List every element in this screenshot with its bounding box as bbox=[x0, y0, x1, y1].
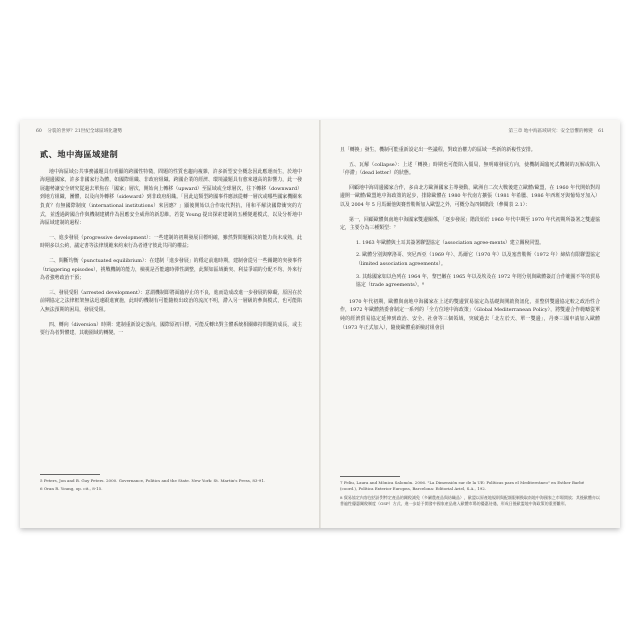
left-page-number: 60 bbox=[36, 129, 42, 134]
footnote: 8 貿易協定內容包括針對特定產品的關稅減免（多屬農產品與紡織品），歐盟以原產地規則與配額限制換取南地中海國家之市場開放；其後歐體亦以普遍性優惠關稅制度（GSP）方式，進一步給予開發中國家產品進入歐體市場的優惠待遇，形成日後歐盟地中海政策的重要雛形。 bbox=[340, 494, 600, 506]
footnote: 7 Feliu, Laura and Mònica Salomón. 2006. "La Dimensión sur de la UE: Políticas para el Mediterráneo" en Esther Barbé (coord.), Política Exterior Europea, Barcelona: Editorial Ariel, S.A., 192. bbox=[340, 480, 585, 492]
body-paragraph: 二、間斷均衡（punctuated equilibrium）：在建制「進步發展」的穩定前進時期，建制會從另一些關鍵的突發事件（triggering episodes），挑戰機制的能力，檢視是否能適時彈性調整，此類如區域衝突、利益爭端的分配不均、外來行為者強勢政治干預； bbox=[40, 257, 302, 282]
footnote-rule bbox=[40, 474, 100, 475]
left-page-body bbox=[40, 150, 302, 344]
body-paragraph: 五、瓦解（collapse）：上述「轉換」時期也可能陷入僵局，無明確發展方向，使機制面臨死式機制的瓦解或陷入「停滯」（dead letter）的狀態。 bbox=[340, 161, 600, 177]
footnote: 5 Peters, Jon and B. Guy Peters. 2000. Governance, Politics and the State. New York: St. Martin's Press, 83-91. bbox=[40, 478, 266, 483]
book-spread bbox=[20, 120, 620, 528]
footnote: 6 Oran R. Young, op. cit., 8-15. bbox=[40, 486, 103, 492]
right-running-title: 第三章 地中海區域研究：安全恐懼的轉變 bbox=[508, 129, 593, 134]
agreement-item: 3. 其餘國家如以色列在 1964 年，黎巴嫩在 1965 年以及埃及在 1972 年則分別與歐體簽訂合作範圍不等的貿易協定（trade agreements）。⁸ bbox=[356, 273, 600, 289]
body-paragraph: 第一，回顧歐體與南地中海國家雙邊關係，「逐步發展」階段始於 1960 年代中期至 1970 年代初期所簽署之雙邊協定，主要分為三種類型：⁷ bbox=[340, 216, 600, 232]
right-page bbox=[320, 120, 620, 528]
right-footnotes bbox=[340, 476, 600, 509]
body-paragraph: 三、發展受阻（arrested development）：意謂機制即將面臨停止的不良，進而造成改進一步發展的障礙，原因在於前期協定之法律框架無法迅速跟進實施，此時的機制有可能隨較出政治的流沉不明，滯入另一層級的參與模式，也可能陷入無法預期的困局，發展受阻。 bbox=[40, 289, 302, 313]
right-page-header bbox=[509, 128, 608, 134]
body-paragraph: 一、進步發展（progressive development）：一些建制的初期發展目標明確，雖然對問題解決的能力尚未成熟，此時期多以公約，議定書等法律規範來約束行為者遵守彼此共同的權益； bbox=[40, 234, 302, 250]
agreement-list bbox=[346, 239, 600, 290]
left-footnotes bbox=[40, 474, 302, 495]
left-running-title: 分裂的世界？21世紀全球區域化趨勢 bbox=[47, 129, 123, 134]
right-page-body bbox=[340, 146, 600, 338]
left-page bbox=[20, 120, 320, 528]
section-title: 貳、地中海區域建制 bbox=[40, 149, 119, 159]
body-paragraph: 回顧地中海周邊國家合作，多由北方歐洲國家主導發動，歐洲自二次大戰後建立歐體/歐盟，在 1960 年代開始對周邊開一歐體/歐盟地中海政策的起步，排除歐體在 1980 年代南方擴張（1981 年希臘、1986 年西班牙與葡萄牙加入）以及 2004 年 5 月馬爾他與賽普勒斯加入歐盟之外，可概分為四個階段（參閱表 2.1）： bbox=[340, 184, 600, 208]
body-paragraph: 且「轉換」發生，機制可能重新設定出一些議程，對政治權力的區域一些新的新複性安排。 bbox=[340, 147, 536, 153]
agreement-item: 1. 1963 年歐體與土耳其簽署聯盟協定（association agree-ments）建立關稅同盟。 bbox=[356, 239, 545, 246]
right-page-number: 61 bbox=[598, 129, 604, 134]
agreement-item: 2. 歐體分別與摩洛哥、突尼西亞（1969 年）、馬爾它（1970 年）以及塞普勒斯（1972 年）締結有限聯盟協定（limited association agreements）。 bbox=[356, 252, 600, 267]
body-paragraph: 四、轉向（diversion）時期：建制重新設定落向，國際原初目標，可能反轉出對主體系統相關維持問題的成長，或主要行為者對體建，其範圍域的轉變。一 bbox=[40, 321, 302, 337]
left-page-header bbox=[32, 128, 122, 134]
body-paragraph: 1970 年代初期，歐體與南地中海國家在上述的雙邊貿易協定為基礎與開啟資訊化，並整併雙邊協定較之政治性合作，1972 年歐體熱委會制定一系列的「全方位地中海政策」（Global Mediterranean Policy），將雙邊合作範疇從單純的經濟貿易協定延伸到政治、安全、社會等三個領域，突破過去「北左於天、單一雙邊」，丹麥三國申請加入歐體（1973 年正式加入），隨使歐體重新檢討組會員 bbox=[340, 298, 600, 331]
body-paragraph: 地中海區域公共事務議題具有明顯的跨國性特徵，問題的性質也趨向複雜，許多新型安全概念因此應運而生，於地中海週邊國家，許多非國家行為體，如國際組織、非政府組織、跨國企業的經濟、環境議題具有愈來越高的影響力，此一發展趨勢讓安全研究從過去單焦在「國家」層次，開始向上轉移（upward）至區域或全球層次，往下轉移（downward）到地方組織，團體，以及向外轉移（sideward）到非政府組織。「因此這類型跨國事件應該從轉一層次或哪些國家機關來負責？有無國際制度（international institutions）來因應？」顯後開始以合作取代對抗，用和平解決國際衝突的方式，並透過跨國合作與機制建構作為因應安全威脅的新思維。若從 Young 提出探索建制的五種變遷模式，以及分析地中海區域建制的過程： bbox=[40, 168, 302, 227]
footnote-rule bbox=[340, 476, 400, 477]
